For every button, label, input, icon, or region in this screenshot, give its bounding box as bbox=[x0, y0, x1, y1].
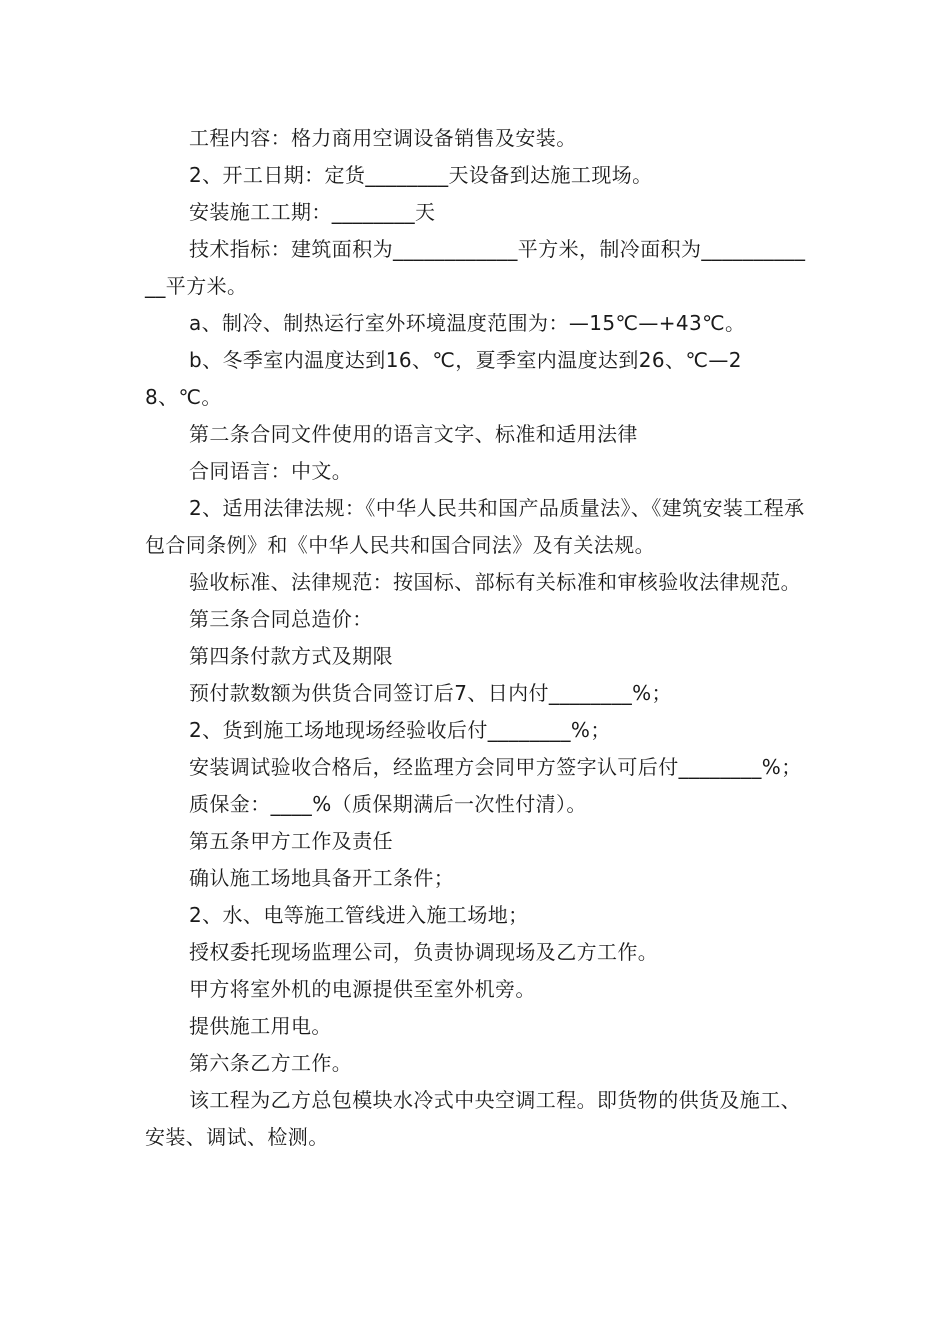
paragraph-construction-power: 提供施工用电。 bbox=[189, 1014, 332, 1038]
heading-article-5: 第五条甲方工作及责任 bbox=[189, 829, 393, 853]
paragraph-acceptance-payment: 安装调试验收合格后，经监理方会同甲方签字认可后付________%； bbox=[189, 755, 802, 779]
paragraph-contractor-scope: 该工程为乙方总包模块水冷式中央空调工程。即货物的供货及施工、安装、调试、检测。 bbox=[145, 1088, 801, 1149]
paragraph-technical-specs: 技术指标：建筑面积为____________平方米，制冷面积为____________平方米。 bbox=[145, 237, 806, 298]
paragraph-warranty-deposit: 质保金：____%（质保期满后一次性付清）。 bbox=[189, 792, 587, 816]
heading-article-2: 第二条合同文件使用的语言文字、标准和适用法律 bbox=[189, 422, 638, 446]
heading-article-3: 第三条合同总造价： bbox=[189, 607, 373, 631]
paragraph-start-date: 2、开工日期：定货________天设备到达施工现场。 bbox=[189, 163, 653, 187]
paragraph-utility-lines: 2、水、电等施工管线进入施工场地； bbox=[189, 903, 529, 927]
paragraph-acceptance-standards: 验收标准、法律规范：按国标、部标有关标准和审核验收法律规范。 bbox=[189, 570, 801, 594]
paragraph-supervision: 授权委托现场监理公司，负责协调现场及乙方工作。 bbox=[189, 940, 659, 964]
paragraph-outdoor-power: 甲方将室外机的电源提供至室外机旁。 bbox=[189, 977, 536, 1001]
paragraph-indoor-temp: b、冬季室内温度达到16、℃，夏季室内温度达到26、℃—28、℃。 bbox=[145, 348, 742, 409]
heading-article-4: 第四条付款方式及期限 bbox=[189, 644, 393, 668]
document-body bbox=[145, 120, 807, 1156]
paragraph-contract-language: 合同语言：中文。 bbox=[189, 459, 353, 483]
heading-article-6: 第六条乙方工作。 bbox=[189, 1051, 353, 1075]
paragraph-delivery-payment: 2、货到施工场地现场经验收后付________%； bbox=[189, 718, 611, 742]
paragraph-install-period: 安装施工工期：________天 bbox=[189, 200, 436, 224]
paragraph-project-content: 工程内容：格力商用空调设备销售及安装。 bbox=[189, 126, 577, 150]
paragraph-outdoor-temp-range: a、制冷、制热运行室外环境温度范围为：—15℃—+43℃。 bbox=[189, 311, 746, 335]
paragraph-applicable-laws: 2、适用法律法规：《中华人民共和国产品质量法》、《建筑安装工程承包合同条例》和《中华人民共和国合同法》及有关法规。 bbox=[145, 496, 805, 557]
paragraph-advance-payment: 预付款数额为供货合同签订后7、日内付________%； bbox=[189, 681, 672, 705]
paragraph-site-conditions: 确认施工场地具备开工条件； bbox=[189, 866, 455, 890]
